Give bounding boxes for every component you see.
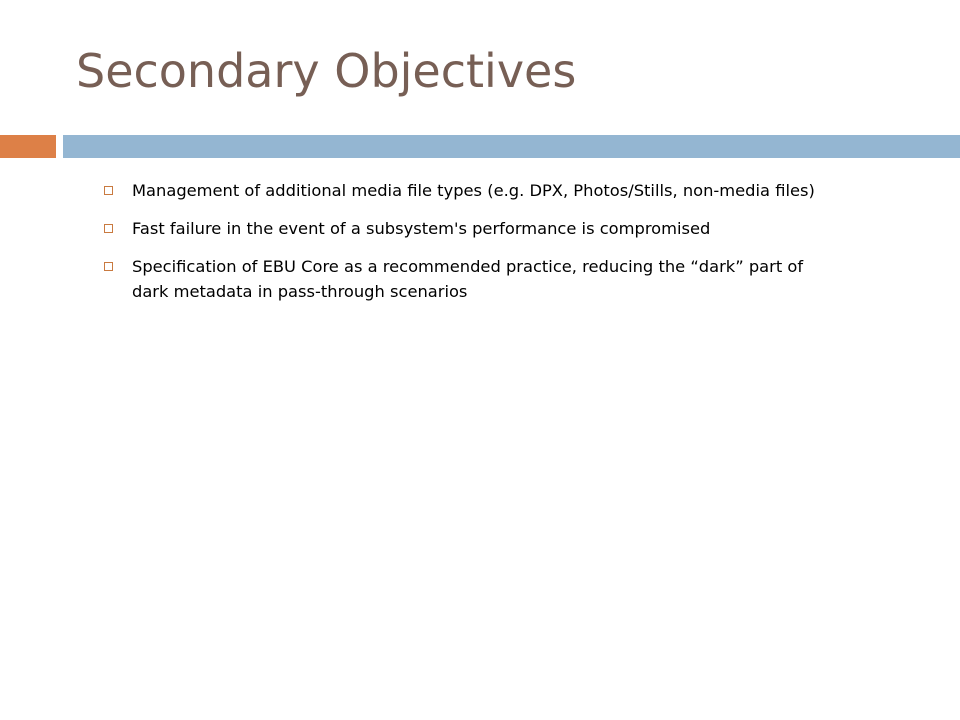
accent-bar-blue xyxy=(63,135,960,158)
square-bullet-icon xyxy=(104,224,113,233)
bullet-text: Management of additional media file types (e.g. DPX, Photos/Stills, non-media files) xyxy=(132,181,815,200)
slide-title: Secondary Objectives xyxy=(76,44,577,98)
bullet-text: Fast failure in the event of a subsystem's performance is compromised xyxy=(132,219,711,238)
accent-bar-orange xyxy=(0,135,56,158)
bullet-item xyxy=(104,216,844,241)
bullet-item xyxy=(104,178,844,203)
square-bullet-icon xyxy=(104,262,113,271)
bullet-item xyxy=(104,254,844,304)
square-bullet-icon xyxy=(104,186,113,195)
bullet-text: Specification of EBU Core as a recommended practice, reducing the “dark” part of dark metadata in pass-through scenarios xyxy=(132,257,804,301)
bullet-list xyxy=(104,178,844,317)
